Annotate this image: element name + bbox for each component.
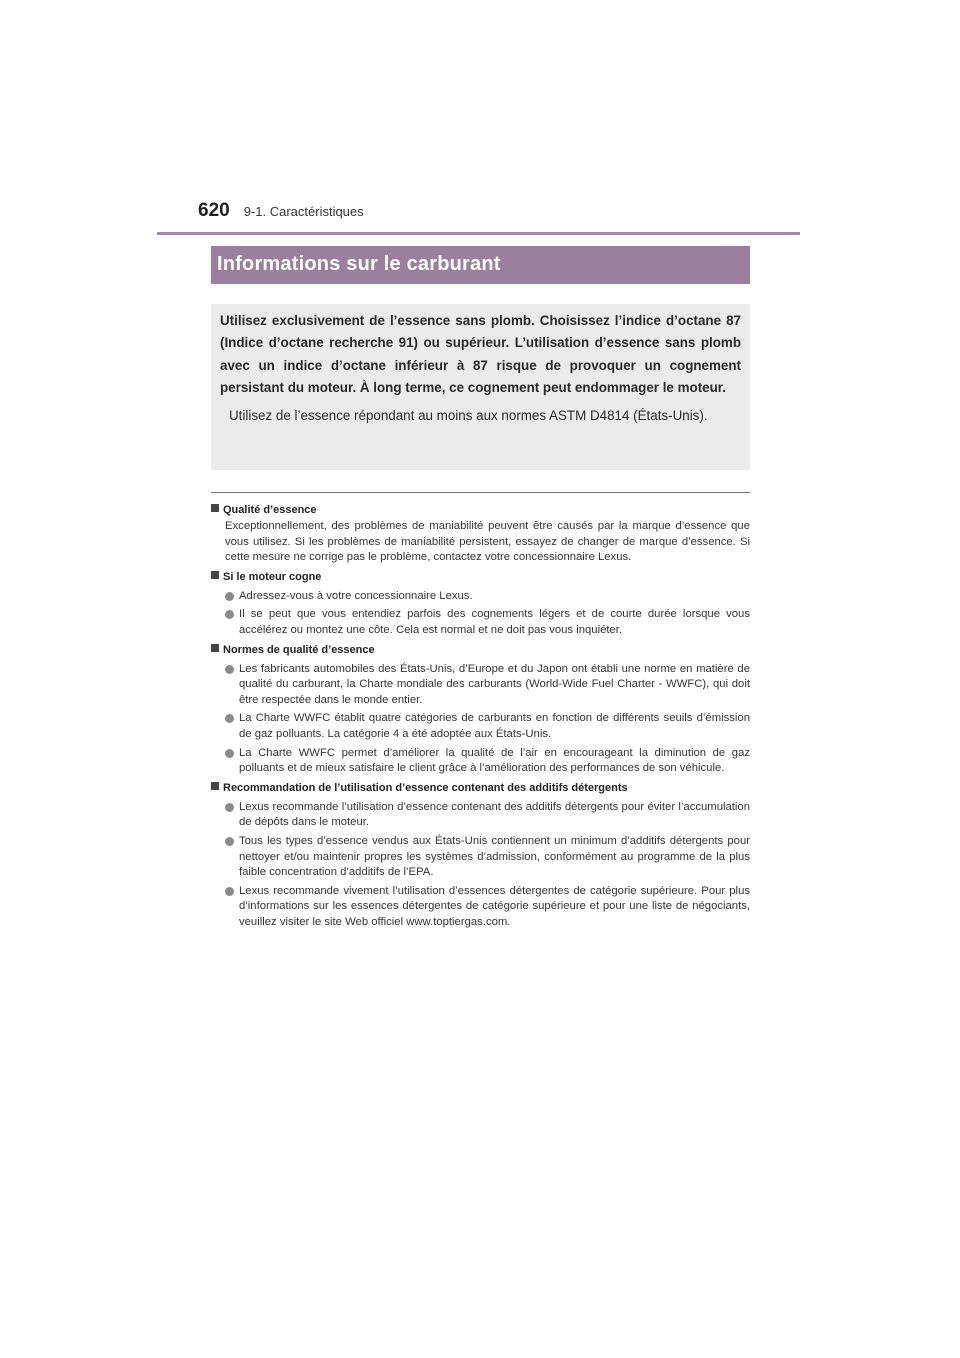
list-item-text: Il se peut que vous entendiez parfois des cognements légers et de courte durée lorsque vous accélérez ou montez une côte. Cela est normal et ne doit pas vous inquiéter. [239, 608, 750, 636]
section-label: 9-1. Caractéristiques [243, 204, 364, 219]
heading-fuel-quality [211, 502, 750, 519]
section-title-bar [211, 246, 750, 284]
list-item [225, 662, 750, 709]
page-header [198, 200, 364, 230]
circle-bullet-icon [225, 592, 234, 601]
list-item [225, 711, 750, 742]
circle-bullet-icon [225, 837, 234, 846]
square-bullet-icon [211, 504, 219, 512]
list-item-text: La Charte WWFC permet d’améliorer la qualité de l’air en encourageant la diminution de gaz polluants et de mieux satisfaire le client grâce à l’amélioration des performances de son véhicule. [239, 746, 750, 775]
heading-text: Normes de qualité d’essence [223, 643, 375, 656]
list-item-text: Lexus recommande vivement l’utilisation d’essences détergentes de catégorie supérieure. Pour plus d’informations sur les essences détergentes de catégorie supérieure et pour une liste de négociants, veuillez visiter le site Web officiel www.toptiergas.com. [239, 884, 750, 928]
list-item-text: La Charte WWFC établit quatre catégories de carburants en fonction de différents seuils d’émission de gaz polluants. La catégorie 4 a été adoptée aux États-Unis. [239, 712, 750, 740]
list-item [225, 589, 750, 605]
heading-engine-knock [211, 569, 750, 586]
info-box-note: Utilisez de l’essence répondant au moins aux normes ASTM D4814 (États-Unis). [229, 407, 708, 423]
heading-text: Si le moteur cogne [223, 570, 322, 583]
content [211, 502, 750, 930]
list-item [225, 607, 750, 638]
info-box-main-text: Utilisez exclusivement de l’essence sans plomb. Choisissez l’indice d’octane 87 (Indice d’octane recherche 91) ou supérieur. L’utilisation d’essence sans plomb avec un indice d’octane inférieur à 87 risque de provoquer un cognement persistant du moteur. À long terme, ce cognement peut endommager le moteur. [220, 313, 741, 396]
circle-bullet-icon [225, 665, 234, 674]
square-bullet-icon [211, 571, 219, 579]
paragraph-fuel-quality: Exceptionnellement, des problèmes de maniabilité peuvent être causés par la marque d’essence que vous utilisez. Si les problèmes de maniabilité persistent, essayez de changer de marque d’essence. Si cette mesure ne corrige pas le problème, contactez votre concessionnaire Lexus. [225, 520, 750, 564]
heading-fuel-standards [211, 642, 750, 659]
list-item [225, 834, 750, 881]
list-item [225, 746, 750, 777]
header-rule [157, 232, 800, 235]
heading-text: Qualité d’essence [223, 504, 317, 516]
circle-bullet-icon [225, 714, 234, 723]
section-title: Informations sur le carburant [217, 253, 501, 275]
page-number: 620 [198, 200, 230, 221]
circle-bullet-icon [225, 803, 234, 812]
list-item [225, 800, 750, 831]
circle-bullet-icon [225, 610, 234, 619]
list-item-text: Tous les types d’essence vendus aux États-Unis contiennent un minimum d’additifs détergents pour nettoyer et/ou maintenir propres les systèmes d’admission, conformément au programme de la plus faible concentration d’additifs de l’EPA. [239, 834, 750, 879]
list-item-text: Adressez-vous à votre concessionnaire Lexus. [239, 589, 473, 602]
list-item-text: Les fabricants automobiles des États-Unis, d’Europe et du Japon ont établi une norme en matière de qualité du carburant, la Charte mondiale des carburants (World-Wide Fuel Charter - WWFC), qui doit être respectée dans le monde entier. [239, 662, 750, 706]
list-item [225, 884, 750, 931]
circle-bullet-icon [225, 887, 234, 896]
circle-bullet-icon [225, 749, 234, 758]
square-bullet-icon [211, 644, 219, 652]
list-item-text: Lexus recommande l’utilisation d’essence contenant des additifs détergents pour éviter l’accumulation de dépôts dans le moteur. [239, 800, 750, 829]
heading-text: Recommandation de l’utilisation d’essence contenant des additifs détergents [223, 781, 628, 794]
info-box [211, 304, 750, 470]
square-bullet-icon [211, 782, 219, 790]
heading-detergent-additives [211, 780, 750, 797]
content-divider [211, 492, 750, 493]
